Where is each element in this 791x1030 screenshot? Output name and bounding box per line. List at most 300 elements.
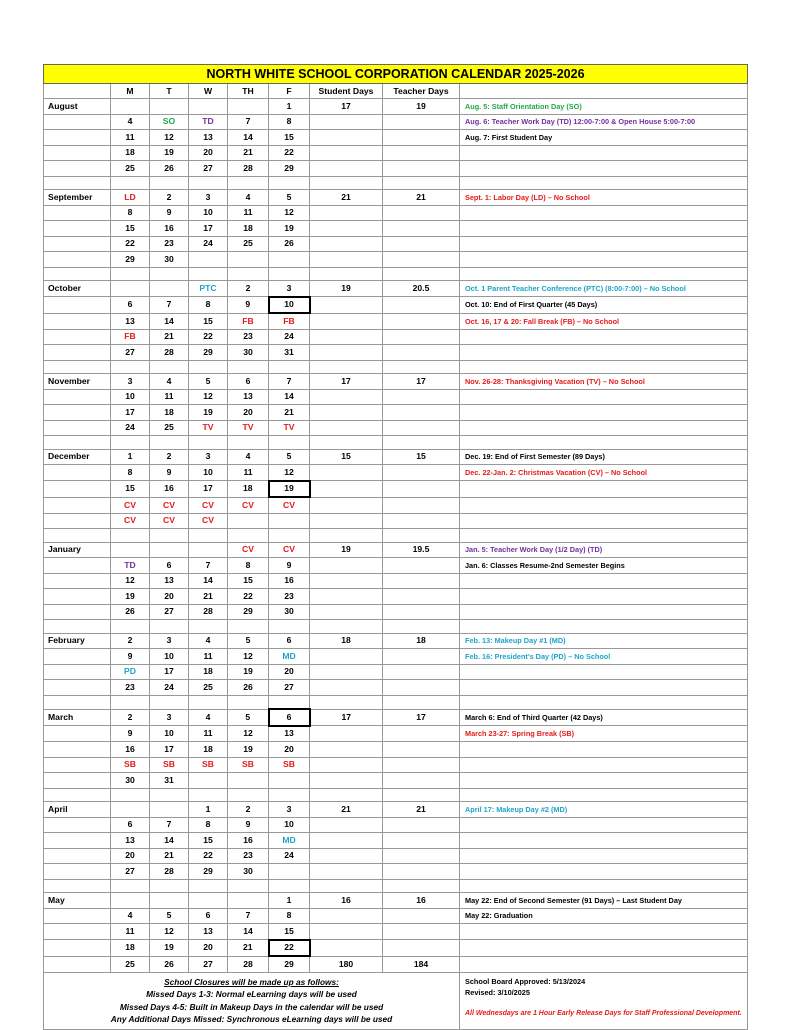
student-days-cell — [310, 680, 383, 696]
day-cell: 30 — [111, 773, 150, 789]
day-cell: 4 — [228, 190, 269, 206]
day-cell: 19 — [150, 940, 189, 957]
december-week-row — [44, 513, 748, 529]
month-name: April — [44, 802, 111, 818]
day-cell: 19 — [269, 481, 310, 498]
teacher-days-cell: 21 — [383, 802, 460, 818]
day-cell: 15 — [189, 833, 228, 849]
april-spacer-row — [44, 879, 748, 893]
day-cell — [228, 99, 269, 115]
teacher-days-cell — [383, 345, 460, 361]
header-student-days: Student Days — [310, 84, 383, 99]
note-cell — [460, 664, 748, 680]
day-cell: 21 — [150, 848, 189, 864]
day-cell: 5 — [150, 908, 189, 924]
note-cell — [460, 864, 748, 880]
day-cell: 23 — [111, 680, 150, 696]
teacher-days-cell — [383, 864, 460, 880]
student-days-cell — [310, 589, 383, 605]
day-cell: 19 — [189, 405, 228, 421]
day-cell: 12 — [228, 726, 269, 742]
day-cell — [228, 879, 269, 893]
student-days-cell: 17 — [310, 709, 383, 726]
april-week-row — [44, 833, 748, 849]
august-week-row — [44, 130, 748, 146]
student-days-cell: 21 — [310, 190, 383, 206]
day-cell: 22 — [189, 329, 228, 345]
student-days-cell — [310, 176, 383, 190]
note-cell — [460, 620, 748, 634]
day-cell: 27 — [150, 604, 189, 620]
month-blank — [44, 329, 111, 345]
month-blank — [44, 252, 111, 268]
day-cell: TV — [189, 420, 228, 436]
month-blank — [44, 297, 111, 314]
day-cell: TV — [269, 420, 310, 436]
note-cell — [460, 742, 748, 758]
closures-info — [44, 972, 460, 1029]
day-cell: 30 — [228, 864, 269, 880]
october-week-row — [44, 329, 748, 345]
day-cell: 18 — [228, 221, 269, 237]
day-cell: 3 — [189, 190, 228, 206]
student-days-cell — [310, 573, 383, 589]
teacher-days-cell — [383, 114, 460, 130]
day-cell — [189, 529, 228, 543]
december-week-row — [44, 497, 748, 513]
february-week-row — [44, 680, 748, 696]
day-cell — [189, 695, 228, 709]
teacher-days-cell — [383, 313, 460, 329]
day-cell — [228, 773, 269, 789]
note-cell: March 6: End of Third Quarter (42 Days) — [460, 709, 748, 726]
student-days-cell — [310, 726, 383, 742]
month-blank — [44, 664, 111, 680]
closures-title — [46, 976, 457, 989]
note-cell — [460, 161, 748, 177]
day-cell — [150, 360, 189, 374]
day-cell: 4 — [228, 449, 269, 465]
day-cell: 10 — [189, 205, 228, 221]
day-cell: 18 — [111, 940, 150, 957]
student-days-cell — [310, 360, 383, 374]
student-days-cell — [310, 664, 383, 680]
note-cell — [460, 848, 748, 864]
day-cell: 4 — [111, 908, 150, 924]
day-cell — [269, 436, 310, 450]
note-cell — [460, 205, 748, 221]
header-row — [44, 84, 748, 99]
note-cell: May 22: Graduation — [460, 908, 748, 924]
teacher-days-cell — [383, 465, 460, 481]
december-week-row — [44, 465, 748, 481]
day-cell: 24 — [269, 329, 310, 345]
day-cell: 1 — [189, 802, 228, 818]
note-cell — [460, 360, 748, 374]
day-cell: 21 — [189, 589, 228, 605]
teacher-days-cell: 15 — [383, 449, 460, 465]
day-cell: CV — [228, 497, 269, 513]
day-cell: 1 — [269, 99, 310, 115]
day-cell: 12 — [269, 465, 310, 481]
teacher-days-cell — [383, 529, 460, 543]
month-blank — [44, 680, 111, 696]
note-cell — [460, 573, 748, 589]
teacher-days-cell — [383, 267, 460, 281]
day-cell: 18 — [189, 742, 228, 758]
student-days-cell — [310, 649, 383, 665]
month-blank — [44, 176, 111, 190]
day-cell: 18 — [189, 664, 228, 680]
day-cell — [228, 893, 269, 909]
teacher-days-cell — [383, 848, 460, 864]
day-cell: 19 — [150, 145, 189, 161]
day-cell — [150, 879, 189, 893]
day-cell: TV — [228, 420, 269, 436]
october-week-row — [44, 297, 748, 314]
day-cell: 17 — [150, 664, 189, 680]
note-cell: Nov. 26-28: Thanksgiving Vacation (TV) – No School — [460, 374, 748, 390]
day-cell: CV — [111, 497, 150, 513]
teacher-days-cell — [383, 436, 460, 450]
month-blank — [44, 497, 111, 513]
student-days-cell — [310, 924, 383, 940]
note-cell — [460, 405, 748, 421]
note-cell — [460, 436, 748, 450]
december-week-row — [44, 449, 748, 465]
march-week-row — [44, 757, 748, 773]
month-blank — [44, 924, 111, 940]
day-cell: 6 — [269, 709, 310, 726]
note-cell: March 23-27: Spring Break (SB) — [460, 726, 748, 742]
day-cell: 4 — [111, 114, 150, 130]
month-blank — [44, 848, 111, 864]
day-cell — [111, 267, 150, 281]
board-approved: School Board Approved: 5/13/2024 — [465, 976, 586, 986]
day-cell — [269, 176, 310, 190]
day-cell — [269, 620, 310, 634]
day-cell: 11 — [228, 465, 269, 481]
teacher-days-cell — [383, 680, 460, 696]
december-spacer-row — [44, 529, 748, 543]
day-cell: SB — [189, 757, 228, 773]
day-cell: 10 — [111, 389, 150, 405]
month-blank — [44, 420, 111, 436]
calendar-title: NORTH WHITE SCHOOL CORPORATION CALENDAR 2025-2026 — [44, 65, 748, 84]
note-cell — [460, 329, 748, 345]
day-cell: CV — [228, 542, 269, 558]
teacher-days-cell — [383, 757, 460, 773]
day-cell — [228, 788, 269, 802]
january-week-row — [44, 573, 748, 589]
note-cell: Sept. 1: Labor Day (LD) – No School — [460, 190, 748, 206]
day-cell: 15 — [111, 221, 150, 237]
day-cell: 18 — [150, 405, 189, 421]
day-cell: 17 — [111, 405, 150, 421]
day-cell — [150, 893, 189, 909]
note-cell — [460, 956, 748, 972]
teacher-days-cell — [383, 176, 460, 190]
september-spacer-row — [44, 267, 748, 281]
day-cell: 3 — [269, 281, 310, 297]
month-blank — [44, 145, 111, 161]
approval-info — [460, 972, 748, 1029]
teacher-days-cell — [383, 145, 460, 161]
student-days-cell — [310, 742, 383, 758]
student-days-cell — [310, 114, 383, 130]
teacher-days-cell — [383, 788, 460, 802]
day-cell: CV — [189, 513, 228, 529]
day-cell — [111, 802, 150, 818]
may-week-row — [44, 956, 748, 972]
teacher-days-cell: 20.5 — [383, 281, 460, 297]
teacher-days-cell: 21 — [383, 190, 460, 206]
day-cell: 6 — [150, 558, 189, 574]
day-cell: 6 — [269, 633, 310, 649]
day-cell: 18 — [111, 145, 150, 161]
day-cell: 28 — [228, 956, 269, 972]
student-days-cell — [310, 436, 383, 450]
month-blank — [44, 864, 111, 880]
day-cell: 9 — [228, 297, 269, 314]
student-days-cell — [310, 345, 383, 361]
teacher-days-cell — [383, 221, 460, 237]
day-cell: 14 — [150, 313, 189, 329]
note-cell: Aug. 6: Teacher Work Day (TD) 12:00-7:00 & Open House 5:00-7:00 — [460, 114, 748, 130]
day-cell: SB — [150, 757, 189, 773]
day-cell: FB — [269, 313, 310, 329]
note-cell: Feb. 16: President's Day (PD) – No School — [460, 649, 748, 665]
day-cell: CV — [150, 497, 189, 513]
month-name: August — [44, 99, 111, 115]
student-days-cell — [310, 497, 383, 513]
student-days-cell — [310, 313, 383, 329]
day-cell — [269, 267, 310, 281]
total-teacher-days: 184 — [383, 956, 460, 972]
student-days-cell — [310, 817, 383, 833]
day-cell: FB — [111, 329, 150, 345]
day-cell: 2 — [111, 633, 150, 649]
month-name: May — [44, 893, 111, 909]
month-blank — [44, 389, 111, 405]
student-days-cell — [310, 757, 383, 773]
day-cell: 25 — [111, 161, 150, 177]
student-days-cell — [310, 236, 383, 252]
student-days-cell — [310, 788, 383, 802]
month-blank — [44, 573, 111, 589]
september-week-row — [44, 205, 748, 221]
note-cell — [460, 695, 748, 709]
day-cell: 9 — [111, 649, 150, 665]
student-days-cell — [310, 420, 383, 436]
day-cell: 2 — [150, 190, 189, 206]
day-cell — [111, 542, 150, 558]
header-fri: F — [269, 84, 310, 99]
student-days-cell — [310, 389, 383, 405]
teacher-days-cell: 16 — [383, 893, 460, 909]
note-cell — [460, 497, 748, 513]
month-blank — [44, 345, 111, 361]
day-cell — [111, 893, 150, 909]
august-week-row — [44, 114, 748, 130]
student-days-cell — [310, 221, 383, 237]
day-cell: 23 — [269, 589, 310, 605]
month-blank — [44, 161, 111, 177]
day-cell: 2 — [150, 449, 189, 465]
month-name: October — [44, 281, 111, 297]
note-cell — [460, 940, 748, 957]
march-week-row — [44, 742, 748, 758]
day-cell: 14 — [150, 833, 189, 849]
day-cell: 15 — [269, 924, 310, 940]
day-cell: 7 — [228, 114, 269, 130]
day-cell — [111, 360, 150, 374]
header-teacher-days: Teacher Days — [383, 84, 460, 99]
note-cell — [460, 513, 748, 529]
note-cell — [460, 176, 748, 190]
header-notes — [460, 84, 748, 99]
day-cell: 13 — [269, 726, 310, 742]
note-cell — [460, 420, 748, 436]
note-cell — [460, 252, 748, 268]
day-cell: 18 — [228, 481, 269, 498]
student-days-cell — [310, 481, 383, 498]
september-week-row — [44, 236, 748, 252]
student-days-cell — [310, 773, 383, 789]
teacher-days-cell — [383, 420, 460, 436]
teacher-days-cell — [383, 205, 460, 221]
day-cell: 28 — [150, 864, 189, 880]
teacher-days-cell — [383, 389, 460, 405]
day-cell: CV — [150, 513, 189, 529]
student-days-cell: 19 — [310, 281, 383, 297]
note-cell: Jan. 6: Classes Resume-2nd Semester Begins — [460, 558, 748, 574]
header-blank — [44, 84, 111, 99]
teacher-days-cell — [383, 664, 460, 680]
day-cell: TD — [189, 114, 228, 130]
month-blank — [44, 205, 111, 221]
day-cell — [269, 788, 310, 802]
student-days-cell — [310, 205, 383, 221]
day-cell: 4 — [189, 709, 228, 726]
note-cell — [460, 788, 748, 802]
day-cell: 23 — [150, 236, 189, 252]
day-cell: 6 — [111, 297, 150, 314]
day-cell: TD — [111, 558, 150, 574]
november-week-row — [44, 420, 748, 436]
student-days-cell — [310, 267, 383, 281]
student-days-cell: 16 — [310, 893, 383, 909]
student-days-cell — [310, 465, 383, 481]
day-cell: 15 — [189, 313, 228, 329]
month-blank — [44, 742, 111, 758]
note-cell: Aug. 7: First Student Day — [460, 130, 748, 146]
day-cell — [150, 436, 189, 450]
day-cell: CV — [111, 513, 150, 529]
month-blank — [44, 695, 111, 709]
day-cell: 12 — [189, 389, 228, 405]
day-cell: 16 — [111, 742, 150, 758]
day-cell: SB — [228, 757, 269, 773]
teacher-days-cell: 19 — [383, 99, 460, 115]
day-cell: 12 — [150, 130, 189, 146]
september-week-row — [44, 221, 748, 237]
note-cell — [460, 481, 748, 498]
day-cell — [269, 695, 310, 709]
day-cell: 23 — [228, 329, 269, 345]
day-cell: 23 — [228, 848, 269, 864]
day-cell: 21 — [228, 940, 269, 957]
day-cell — [189, 773, 228, 789]
teacher-days-cell — [383, 726, 460, 742]
day-cell: 25 — [228, 236, 269, 252]
day-cell: 28 — [150, 345, 189, 361]
student-days-cell: 17 — [310, 99, 383, 115]
august-spacer-row — [44, 176, 748, 190]
day-cell: 11 — [111, 924, 150, 940]
student-days-cell — [310, 604, 383, 620]
day-cell: 13 — [189, 130, 228, 146]
day-cell: 28 — [189, 604, 228, 620]
day-cell: 19 — [228, 742, 269, 758]
day-cell: 24 — [269, 848, 310, 864]
student-days-cell — [310, 161, 383, 177]
day-cell: 12 — [269, 205, 310, 221]
day-cell: 27 — [189, 956, 228, 972]
day-cell: 26 — [269, 236, 310, 252]
november-week-row — [44, 389, 748, 405]
month-blank — [44, 879, 111, 893]
day-cell: 29 — [111, 252, 150, 268]
teacher-days-cell — [383, 695, 460, 709]
day-cell: 8 — [111, 465, 150, 481]
day-cell: 20 — [111, 848, 150, 864]
september-week-row — [44, 252, 748, 268]
day-cell — [150, 542, 189, 558]
day-cell: 5 — [269, 190, 310, 206]
day-cell: 17 — [150, 742, 189, 758]
day-cell — [228, 529, 269, 543]
day-cell: 10 — [150, 726, 189, 742]
student-days-cell — [310, 695, 383, 709]
day-cell: 22 — [228, 589, 269, 605]
student-days-cell — [310, 940, 383, 957]
note-cell — [460, 773, 748, 789]
day-cell: SB — [269, 757, 310, 773]
day-cell — [150, 788, 189, 802]
month-blank — [44, 604, 111, 620]
november-week-row — [44, 374, 748, 390]
day-cell — [269, 252, 310, 268]
day-cell: 8 — [269, 114, 310, 130]
student-days-cell: 21 — [310, 802, 383, 818]
day-cell: 13 — [111, 313, 150, 329]
april-week-row — [44, 848, 748, 864]
march-week-row — [44, 773, 748, 789]
month-blank — [44, 757, 111, 773]
teacher-days-cell — [383, 497, 460, 513]
month-blank — [44, 620, 111, 634]
teacher-days-cell — [383, 908, 460, 924]
note-cell — [460, 345, 748, 361]
day-cell: 10 — [269, 297, 310, 314]
note-cell — [460, 589, 748, 605]
january-week-row — [44, 604, 748, 620]
student-days-cell: 15 — [310, 449, 383, 465]
february-week-row — [44, 633, 748, 649]
header-mon: M — [111, 84, 150, 99]
day-cell: 27 — [189, 161, 228, 177]
